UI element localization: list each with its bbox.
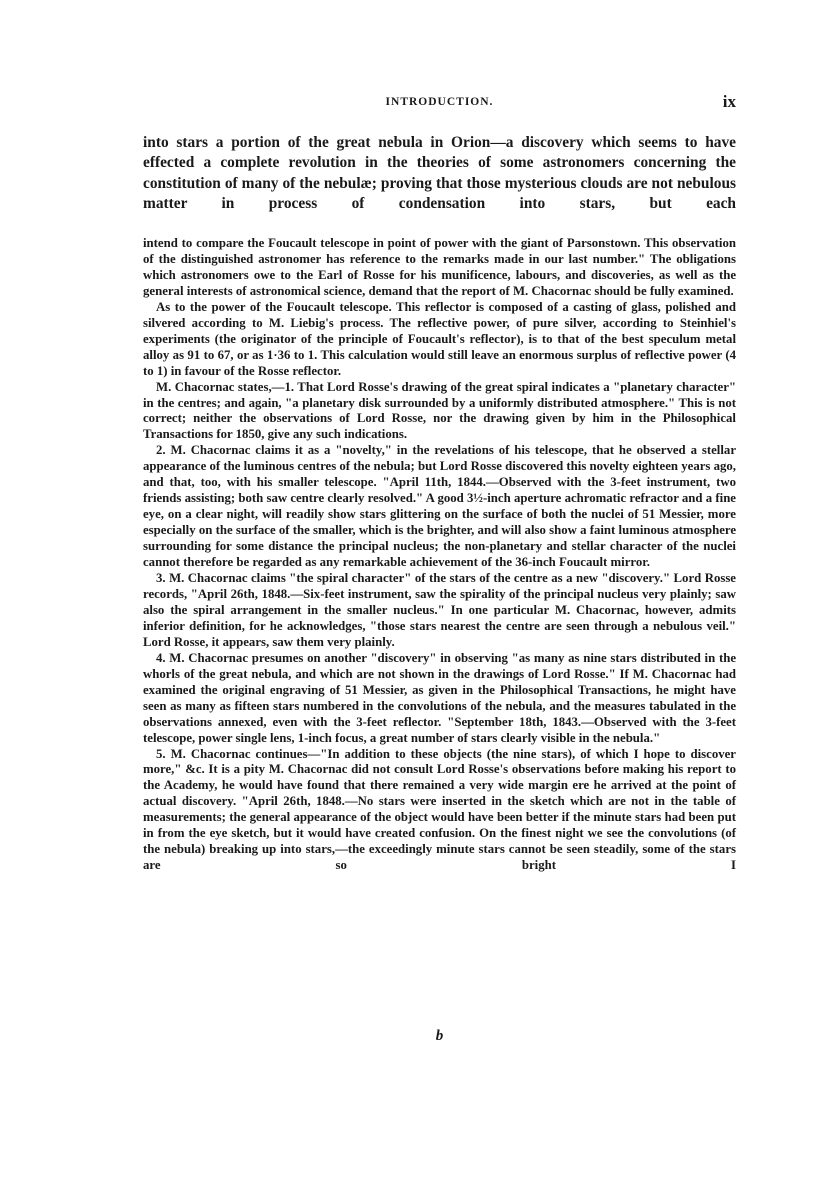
body-paragraph-6: 4. M. Chacornac presumes on another "discovery" in observing "as many as nine stars distributed in the whorls of the great nebula, and which are not shown in the drawings of Lord Rosse." If M. Chacornac had examined the original engraving of 51 Messier, as given in the Philosophical Transactions, he might have seen as many as fifteen stars numbered in the convolutions of the nebula, and the measures tabulated in the observations annexed, even with the 3-feet reflector. "September 18th, 1843.—Observed with the 3-feet telescope, power single lens, 1-inch focus, a great number of stars clearly visible in the nebula." — [143, 650, 736, 745]
body-paragraph-4: 2. M. Chacornac claims it as a "novelty," in the revelations of his telescope, that he observed a stellar appearance of the luminous centres of the nebula; but Lord Rosse discovered this novelty eighteen years ago, and that, too, with his smaller telescope. "April 11th, 1844.—Observed with the 3-feet instrument, two friends assisting; both saw centre clearly resolved." A good 3½-inch aperture achromatic refractor and a fine eye, on a clear night, will readily show stars glittering on the surface of both the nuclei of 51 Messier, more especially on the surface of the smaller, which is the brighter, and will also show a faint luminous atmosphere surrounding for some distance the principal nucleus; the non-planetary and stellar character of the nuclei cannot therefore be regarded as any remarkable achievement of the 36-inch Foucault mirror. — [143, 443, 736, 570]
lead-text: into stars a portion of the great nebula in Orion—a discovery which seems to have effected a complete revolution in the theories of some astronomers concerning the constitution of many of the nebulæ; proving that those mysterious clouds are not nebulous matter in process of condensation into stars, but each — [143, 134, 736, 212]
small-print-body — [143, 236, 736, 890]
lead-paragraph — [143, 133, 736, 234]
body-paragraph-1: intend to compare the Foucault telescope in point of power with the giant of Parsonstown. This observation of the distinguished astronomer has reference to the remarks made in our last number." The obligations which astronomers owe to the Earl of Rosse for his munificence, labours, and discoveries, as well as the general interests of astronomical science, demand that the report of M. Chacornac should be fully examined. — [143, 236, 736, 298]
running-head: INTRODUCTION. — [385, 96, 494, 108]
body-paragraph-2: As to the power of the Foucault telescope. This reflector is composed of a casting of glass, polished and silvered according to M. Liebig's process. The reflective power, of pure silver, according to Steinhiel's experiments (the originator of the principle of Foucault's reflector), is to that of the best speculum metal alloy as 91 to 67, or as 1·36 to 1. This calculation would still leave an enormous surplus of reflective power (4 to 1) in favour of the Rosse reflector. — [143, 299, 736, 378]
body-paragraph-5: 3. M. Chacornac claims "the spiral character" of the stars of the centre as a new "discovery." Lord Rosse records, "April 26th, 1848.—Six-feet instrument, saw the spirality of the principal nucleus very plainly; saw also the spiral arrangement in the smaller nucleus." In one particular M. Chacornac, however, admits inferior definition, for he acknowledges, "those stars nearest the centre are seen through a nebulous veil." Lord Rosse, it appears, saw them very plainly. — [143, 571, 736, 649]
body-paragraph-3: M. Chacornac states,—1. That Lord Rosse's drawing of the great spiral indicates a "planetary character" in the centres; and again, "a planetary disk surrounded by a uniformly distributed atmosphere." This is not correct; neither the observations of Lord Rosse, nor the drawing given by him in the Philosophical Transactions for 1850, give any such indications. — [143, 379, 736, 442]
signature-mark: b — [435, 1028, 444, 1044]
page-header — [143, 94, 736, 114]
page-number: ix — [722, 92, 736, 111]
body-paragraph-7: 5. M. Chacornac continues—"In addition to these objects (the nine stars), of which I hope to discover more," &c. It is a pity M. Chacornac did not consult Lord Rosse's observations before making his report to the Academy, he would have found that there remained a very wide margin ere he arrived at the point of actual discovery. "April 26th, 1848.—No stars were inserted in the sketch which are not in the table of measurements; the general appearance of the object would have been better if the minute stars had been put in from the eye sketch, but it would have created confusion. On the finest night we see the convolutions (of the nebula) breaking up into stars,—the exceedingly minute stars cannot be seen steadily, some of the stars are so bright I — [143, 746, 736, 873]
